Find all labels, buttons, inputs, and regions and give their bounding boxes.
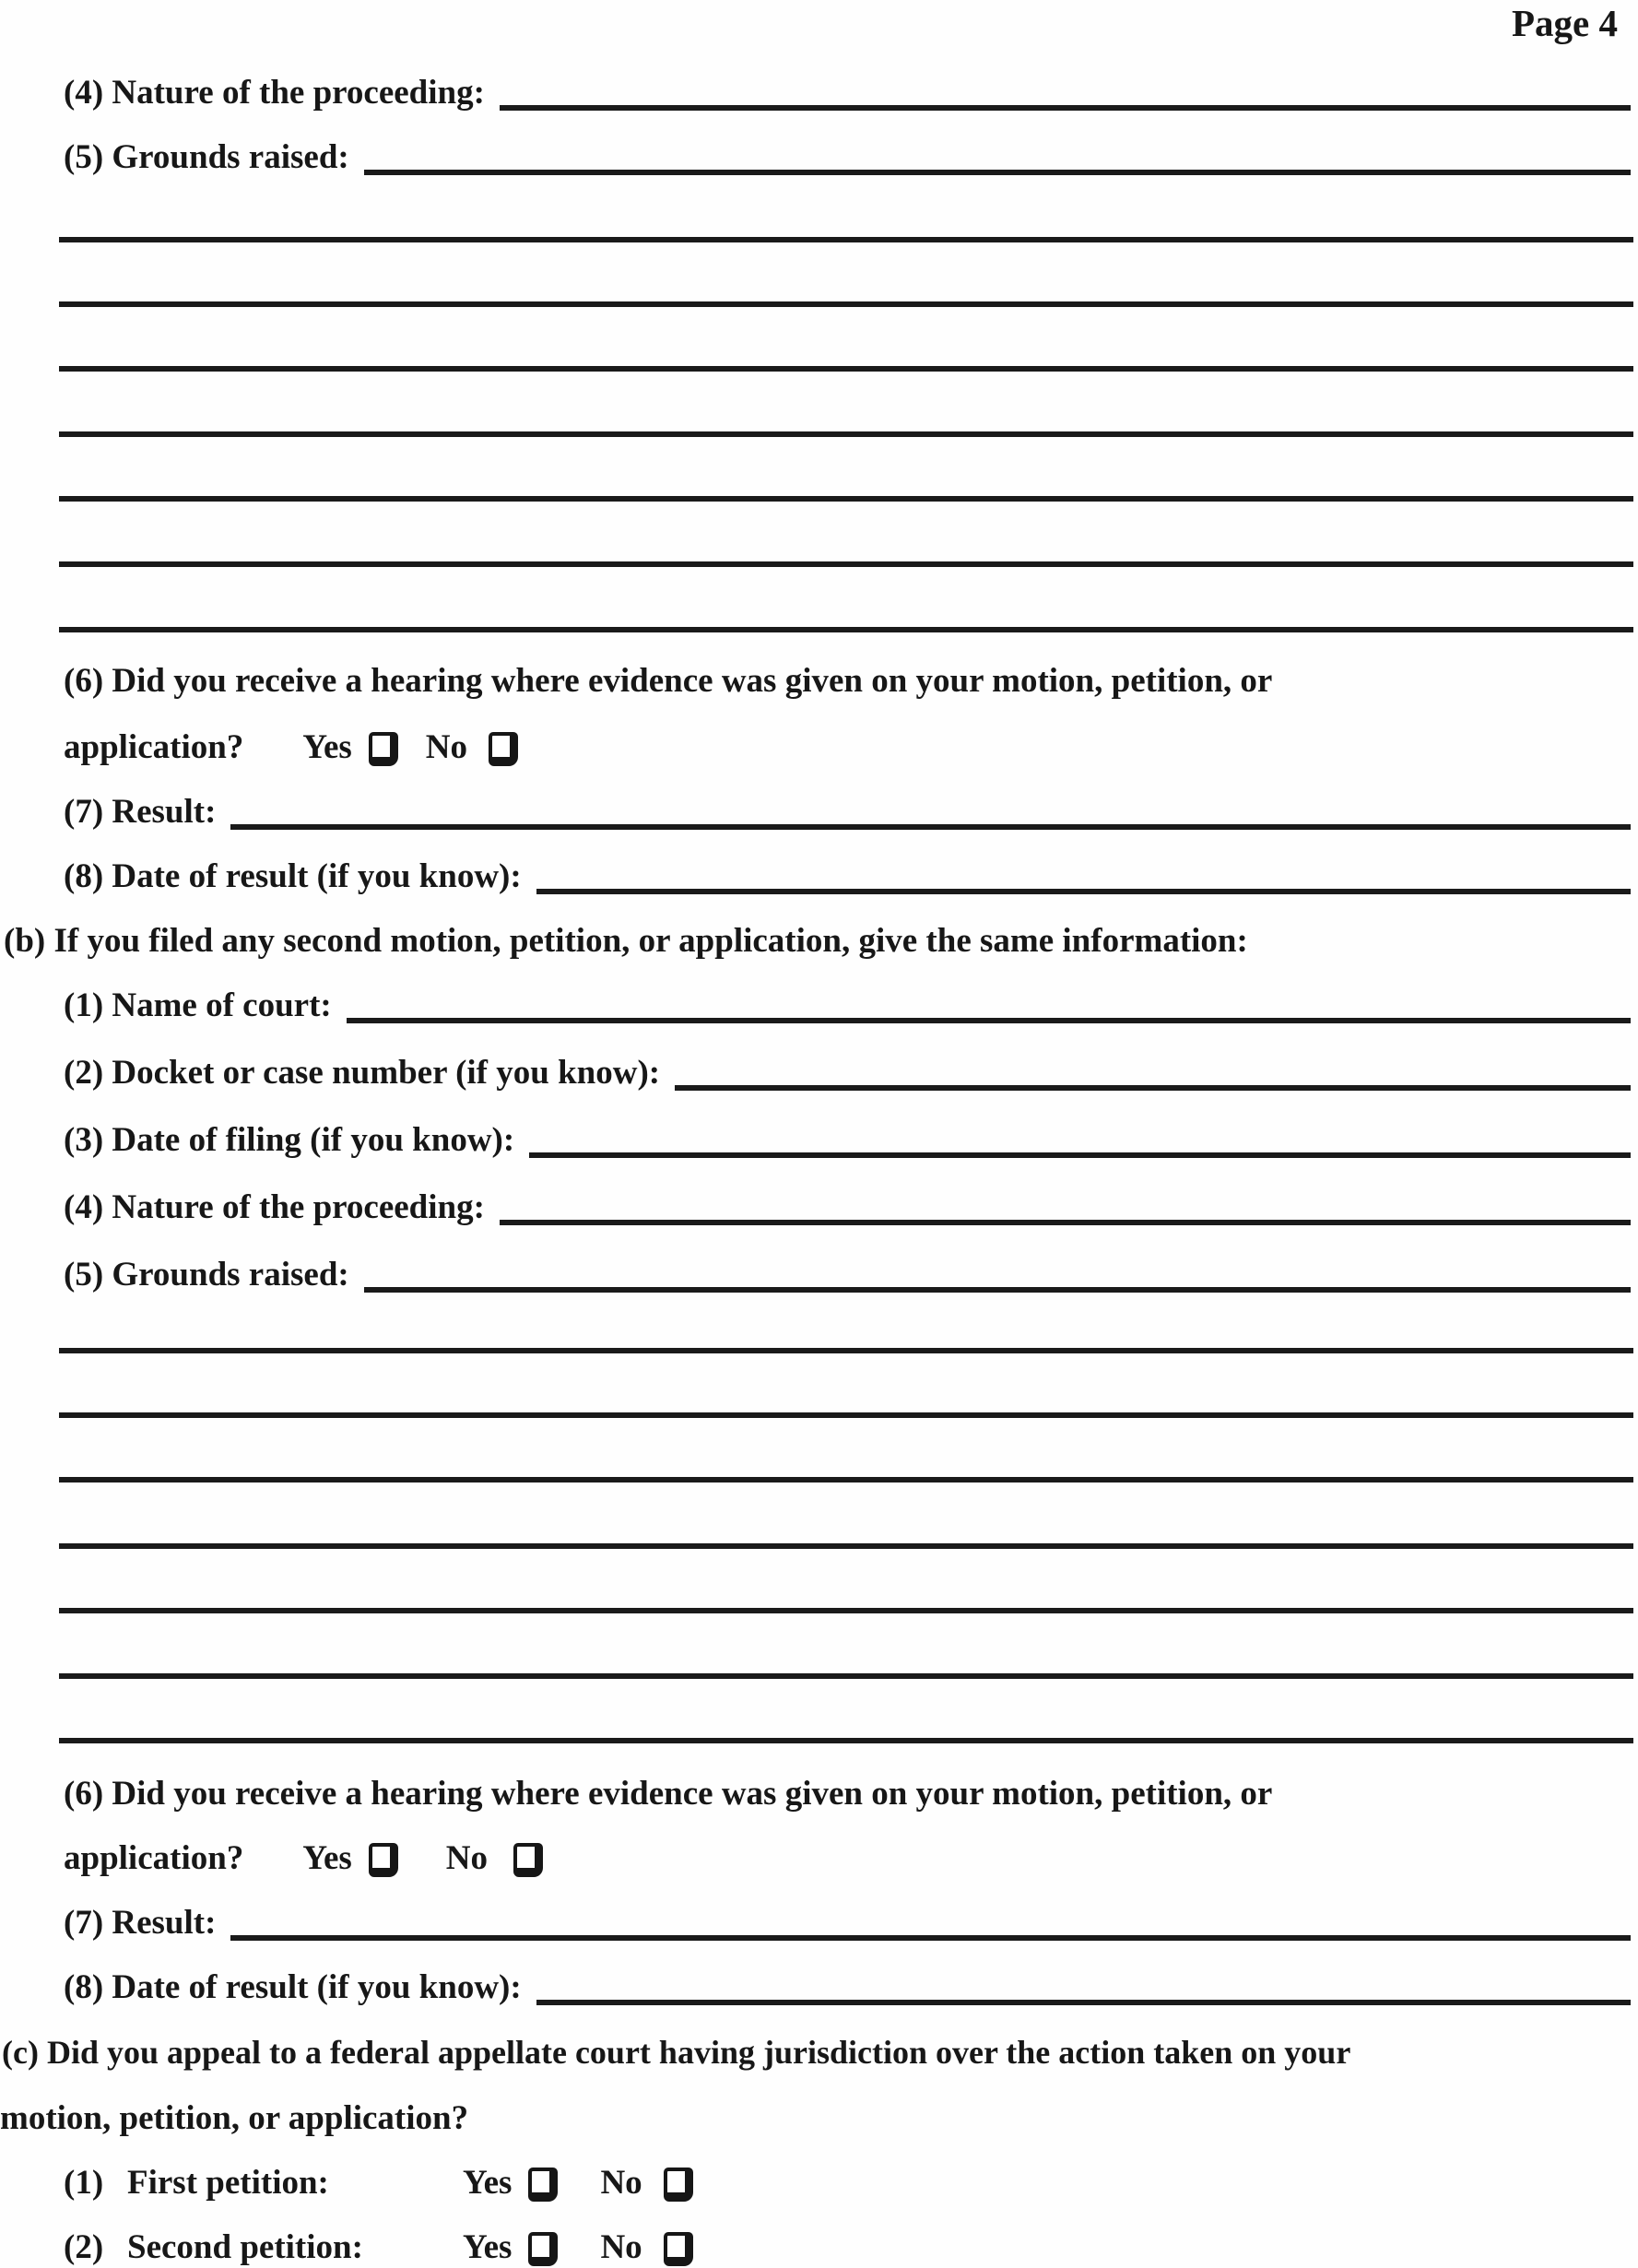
no-checkbox[interactable] (513, 1843, 543, 1877)
section-b-heading: (b) If you filed any second motion, petition, or application, give the same information: (4, 922, 1248, 960)
question-hearing-a (64, 656, 1272, 704)
question-hearing-b-answers (64, 1834, 543, 1882)
yes-checkbox[interactable] (528, 2232, 558, 2266)
blank-line[interactable] (59, 627, 1633, 632)
no-label: No (600, 2164, 642, 2202)
field-label: (5) Grounds raised: (64, 138, 349, 176)
question-text: (6) Did you receive a hearing where evidence was given on your motion, petition, or (64, 1775, 1273, 1813)
item-number: (1) (64, 2164, 104, 2202)
fill-line[interactable] (500, 1220, 1631, 1225)
item-label: Second petition: (127, 2228, 363, 2266)
yes-checkbox[interactable] (369, 1843, 398, 1877)
blank-line[interactable] (59, 1412, 1633, 1418)
blank-line[interactable] (59, 1543, 1633, 1549)
page-number: Page 4 (1512, 2, 1618, 44)
no-checkbox[interactable] (664, 2168, 693, 2202)
question-second-petition (64, 2223, 693, 2268)
field-nature-of-proceeding-b (64, 1183, 1631, 1231)
blank-line[interactable] (59, 1738, 1633, 1743)
field-result-a (64, 787, 1631, 835)
item-label: First petition: (127, 2164, 329, 2202)
field-nature-of-proceeding-a (64, 68, 1631, 116)
field-label: (4) Nature of the proceeding: (64, 74, 485, 112)
field-label: (1) Name of court: (64, 986, 332, 1024)
blank-line[interactable] (59, 1673, 1633, 1679)
question-text: application? (64, 728, 244, 766)
fill-line[interactable] (500, 105, 1631, 111)
blank-line[interactable] (59, 1477, 1633, 1482)
field-label: (2) Docket or case number (if you know): (64, 1054, 661, 1092)
fill-line[interactable] (364, 1287, 1631, 1293)
no-checkbox[interactable] (489, 732, 518, 766)
blank-line[interactable] (59, 366, 1633, 372)
yes-label: Yes (463, 2228, 513, 2266)
fill-line[interactable] (347, 1018, 1631, 1023)
fill-line[interactable] (230, 1935, 1631, 1941)
blank-line[interactable] (59, 237, 1633, 242)
item-number: (2) (64, 2228, 104, 2266)
field-grounds-raised-b (64, 1250, 1631, 1298)
no-label: No (600, 2228, 642, 2266)
question-hearing-b (64, 1769, 1272, 1817)
field-label: (8) Date of result (if you know): (64, 1968, 522, 2006)
yes-checkbox[interactable] (369, 732, 398, 766)
question-hearing-a-answers (64, 723, 518, 771)
blank-line[interactable] (59, 561, 1633, 567)
yes-label: Yes (463, 2164, 513, 2202)
blank-line[interactable] (59, 496, 1633, 502)
section-c-heading-line1: (c) Did you appeal to a federal appellate court having jurisdiction over the action taken on your (2, 2034, 1351, 2071)
field-result-b (64, 1898, 1631, 1946)
field-label: (4) Nature of the proceeding: (64, 1188, 485, 1226)
field-label: (3) Date of filing (if you know): (64, 1121, 515, 1159)
field-docket-number-b (64, 1048, 1631, 1096)
blank-line[interactable] (59, 301, 1633, 307)
no-checkbox[interactable] (664, 2232, 693, 2266)
field-date-of-result-a (64, 852, 1631, 900)
fill-line[interactable] (529, 1152, 1631, 1158)
field-label: (8) Date of result (if you know): (64, 857, 522, 895)
no-label: No (445, 1839, 489, 1877)
yes-checkbox[interactable] (528, 2168, 558, 2202)
question-text: (6) Did you receive a hearing where evidence was given on your motion, petition, or (64, 662, 1273, 700)
field-label: (5) Grounds raised: (64, 1256, 349, 1293)
field-name-of-court-b (64, 981, 1631, 1029)
fill-line[interactable] (675, 1085, 1631, 1091)
blank-line[interactable] (59, 431, 1633, 437)
fill-line[interactable] (536, 889, 1631, 894)
fill-line[interactable] (230, 824, 1631, 830)
yes-label: Yes (302, 1839, 352, 1877)
field-label: (7) Result: (64, 1904, 217, 1942)
field-date-of-result-b (64, 1963, 1631, 2011)
fill-line[interactable] (364, 170, 1631, 175)
question-first-petition (64, 2158, 693, 2206)
blank-line[interactable] (59, 1348, 1633, 1353)
fill-line[interactable] (536, 2000, 1631, 2005)
question-text: application? (64, 1839, 244, 1877)
field-grounds-raised-a (64, 133, 1631, 181)
field-label: (7) Result: (64, 793, 217, 831)
field-date-of-filing-b (64, 1116, 1631, 1164)
blank-line[interactable] (59, 1608, 1633, 1613)
no-label: No (425, 728, 468, 766)
section-c-heading-line2: motion, petition, or application? (0, 2099, 469, 2137)
yes-label: Yes (302, 728, 352, 766)
